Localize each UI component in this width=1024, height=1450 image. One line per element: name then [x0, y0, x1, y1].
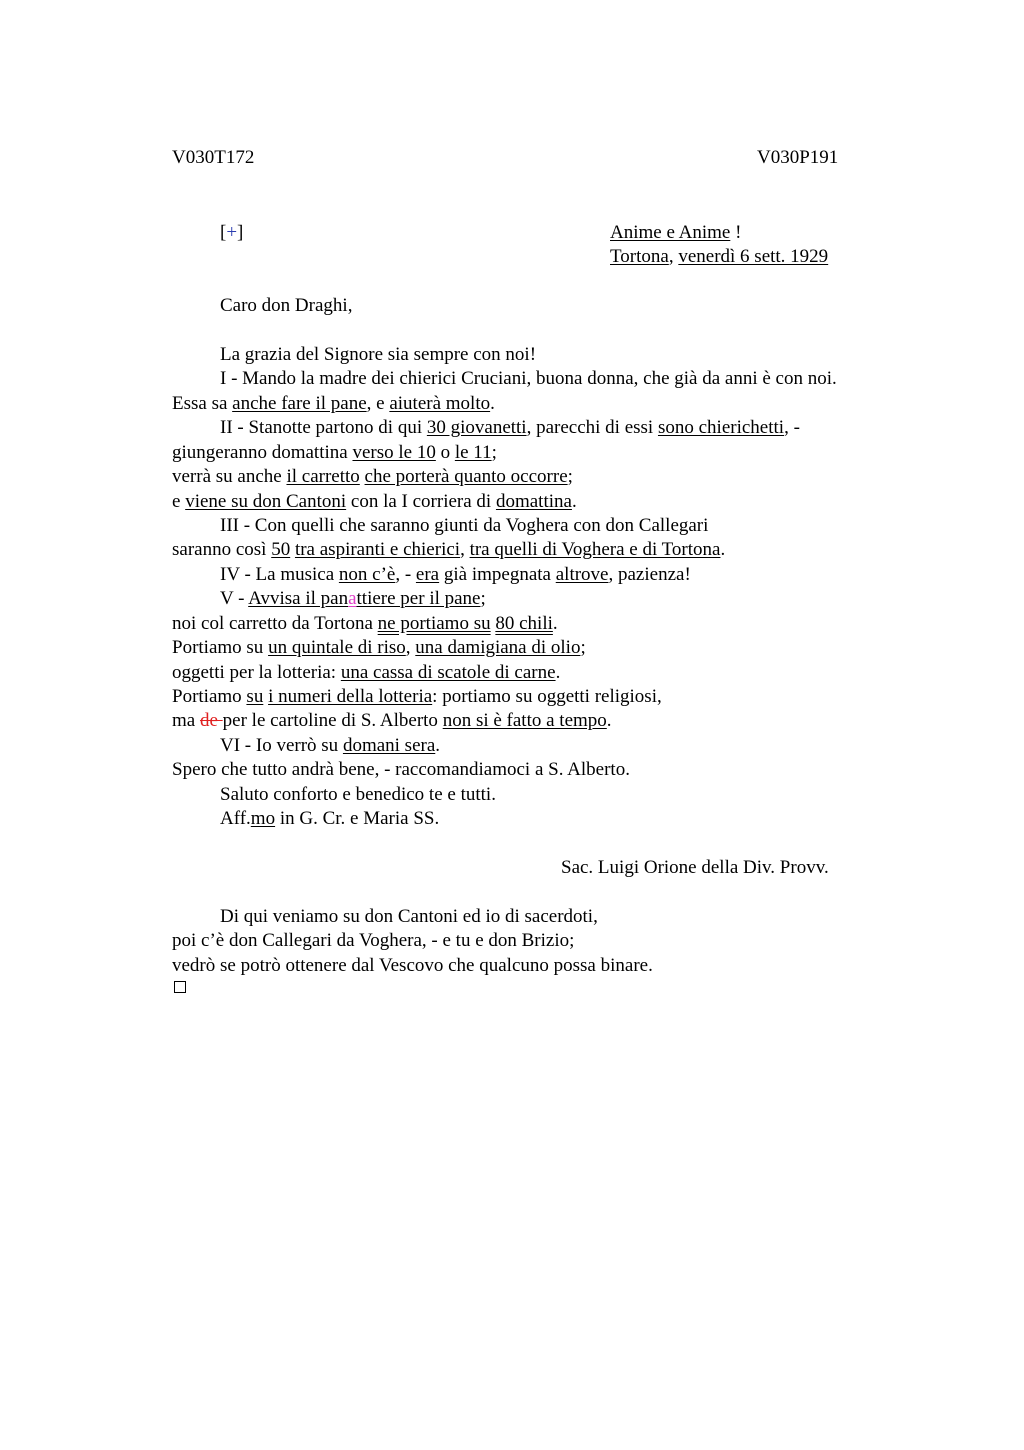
text-line: giungeranno domattina verso le 10 o le 11;: [172, 442, 497, 463]
inserted-letter: a: [348, 588, 357, 609]
letter-date: Tortona, venerdì 6 sett. 1929: [610, 246, 829, 267]
text-line: Portiamo su un quintale di riso, una damigiana di olio;: [172, 637, 586, 658]
text-line: Essa sa anche fare il pane, e aiuterà molto.: [172, 393, 495, 414]
letter-title: Anime e Anime !: [610, 222, 742, 243]
text-line: oggetti per la lotteria: una cassa di scatole di carne.: [172, 662, 561, 683]
text-line: verrà su anche il carretto che porterà quanto occorre;: [172, 466, 573, 487]
end-square-icon: [174, 981, 186, 993]
text-line: noi col carretto da Tortona ne portiamo su 80 chili.: [172, 613, 558, 634]
closing: Aff.mo in G. Cr. e Maria SS.: [220, 808, 440, 829]
text-line: V - Avvisa il panattiere per il pane;: [220, 588, 486, 609]
text-line: Portiamo su i numeri della lotteria: portiamo su oggetti religiosi,: [172, 686, 662, 707]
page-code: V030P191: [757, 147, 839, 168]
text-line: e viene su don Cantoni con la I corriera di domattina.: [172, 491, 577, 512]
deleted-text: de: [199, 710, 223, 731]
text-line: VI - Io verrò su domani sera.: [220, 735, 441, 756]
text-line: III - Con quelli che saranno giunti da Voghera con don Callegari: [220, 515, 709, 536]
text-line: IV - La musica non c’è, - era già impegnata altrove, pazienza!: [220, 564, 691, 585]
postscript-line: Di qui veniamo su don Cantoni ed io di sacerdoti,: [220, 906, 598, 927]
text-line: saranno così 50 tra aspiranti e chierici, tra quelli di Voghera e di Tortona.: [172, 539, 726, 560]
text-line: Saluto conforto e benedico te e tutti.: [220, 784, 496, 805]
text-line: II - Stanotte partono di qui 30 giovanetti, parecchi di essi sono chierichetti, -: [220, 417, 800, 438]
text-line: Spero che tutto andrà bene, - raccomandiamoci a S. Alberto.: [172, 759, 630, 780]
text-line: ma de per le cartoline di S. Alberto non si è fatto a tempo.: [172, 710, 612, 731]
signature: Sac. Luigi Orione della Div. Provv.: [561, 857, 829, 878]
editorial-plus-marker: [+]: [220, 222, 244, 243]
plus-icon[interactable]: +: [226, 222, 238, 243]
document-code: V030T172: [172, 147, 255, 168]
postscript-line: poi c’è don Callegari da Voghera, - e tu e don Brizio;: [172, 930, 575, 951]
text-line: La grazia del Signore sia sempre con noi!: [220, 344, 537, 365]
salutation: Caro don Draghi,: [220, 295, 353, 316]
postscript-line: vedrò se potrò ottenere dal Vescovo che qualcuno possa binare.: [172, 955, 653, 976]
text-line: I - Mando la madre dei chierici Cruciani, buona donna, che già da anni è con noi.: [220, 368, 837, 389]
